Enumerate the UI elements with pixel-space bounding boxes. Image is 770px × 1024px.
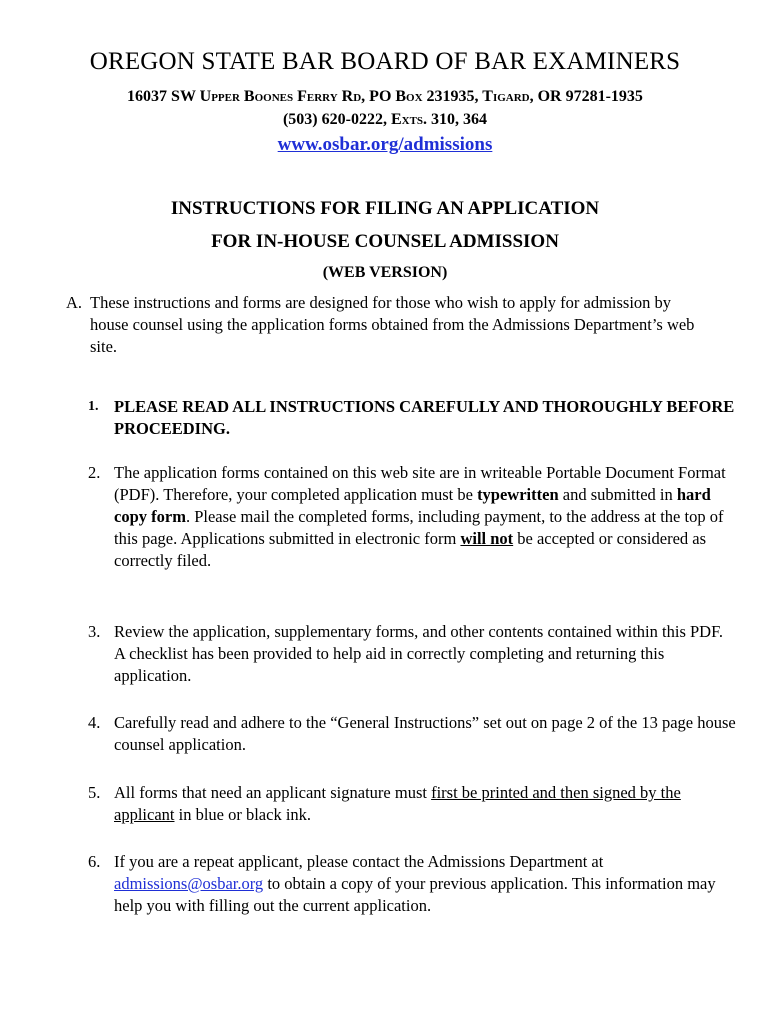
item-text-bold: hard copy form [114,485,711,526]
org-phone: (503) 620-0222, Exts. 310, 364 [282,111,488,128]
intro-marker: A. [66,293,83,312]
instruction-item-6 [88,851,736,917]
instruction-item-3 [88,621,736,687]
org-title: OREGON STATE BAR BOARD OF BAR EXAMINERS [89,48,681,75]
org-address: 16037 SW Upper Boones Ferry Rd, PO Box 231935, Tigard, OR 97281-1935 [127,88,643,105]
item-number: 2. [88,463,101,482]
item-text-part: to obtain a copy of your previous application. This information may help you with filling out the current application. [114,874,716,915]
instruction-item-1 [88,396,736,440]
item-text: PLEASE READ ALL INSTRUCTIONS CAREFULLY AND THOROUGHLY BEFORE PROCEEDING. [114,397,735,438]
item-text-bold-underline: will not [460,529,514,548]
item-text [114,851,736,917]
intro-paragraph [66,292,706,358]
item-text-part: . Please mail the completed forms, including payment, to the address at the top of this page. Applications submitted in electronic form [114,507,724,548]
item-number: 1. [88,399,99,414]
item-text [114,462,736,572]
website-line [0,134,770,156]
item-text-part: be accepted or considered as correctly filed. [114,529,707,570]
website-link[interactable]: www.osbar.org/admissions [277,134,493,155]
item-text-part: If you are a repeat applicant, please contact the Admissions Department at [114,852,604,871]
item-text-bold: typewritten [477,485,559,504]
instruction-item-5 [88,782,736,826]
instruction-item-4 [88,712,736,756]
item-text-part: The application forms contained on this web site are in writeable Portable Document Format (PDF). Therefore, your completed application must be [114,463,726,504]
instruction-item-2 [88,462,736,572]
item-number: 6. [88,852,101,871]
intro-text: These instructions and forms are designed for those who wish to apply for admission by house counsel using the application forms obtained from the Admissions Department’s web site. [90,293,695,356]
doc-title-line2: FOR IN-HOUSE COUNSEL ADMISSION [211,231,559,252]
web-version-label: (WEB VERSION) [322,264,448,281]
email-link[interactable]: admissions@osbar.org [114,874,264,893]
item-text-part: and submitted in [558,485,677,504]
item-text-part: in blue or black ink. [174,805,312,824]
item-text: Carefully read and adhere to the “General Instructions” set out on page 2 of the 13 page house counsel application. [114,713,736,754]
item-number: 4. [88,713,101,732]
item-text: Review the application, supplementary forms, and other contents contained within this PDF. A checklist has been provided to help aid in correctly completing and returning this application. [114,622,724,685]
doc-title-line1: INSTRUCTIONS FOR FILING AN APPLICATION [170,198,600,219]
item-number: 3. [88,622,101,641]
item-text [114,782,736,826]
item-text-underline: first be printed and then signed by the applicant [114,783,681,824]
item-text-part: All forms that need an applicant signature must [114,783,432,802]
item-number: 5. [88,783,101,802]
